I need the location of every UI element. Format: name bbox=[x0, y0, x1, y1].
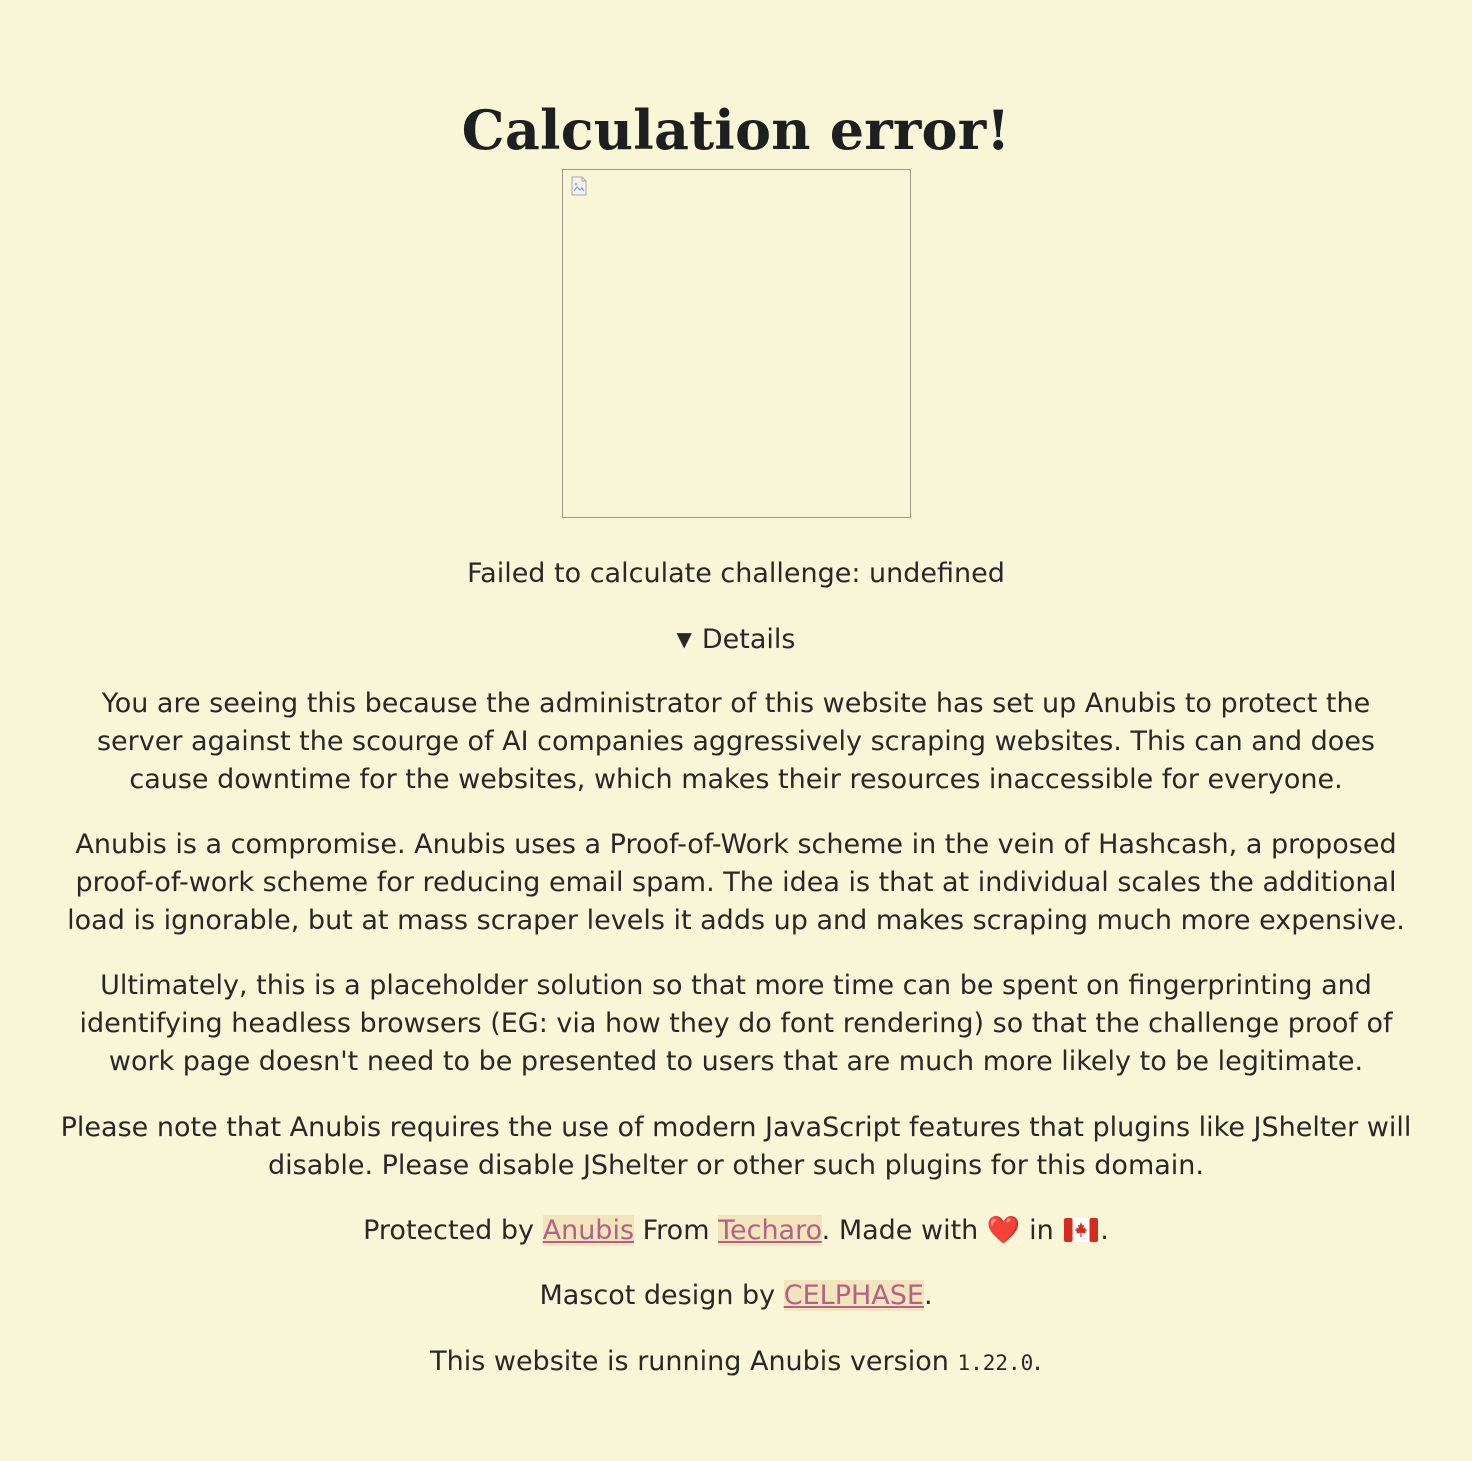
broken-image-icon bbox=[570, 176, 588, 196]
disclosure-triangle-icon: ▼ bbox=[676, 627, 692, 651]
version-line bbox=[60, 1343, 1412, 1382]
in-text: in bbox=[1020, 1215, 1063, 1246]
details-label: Details bbox=[701, 624, 796, 655]
mascot-credit-text: Mascot design by bbox=[539, 1280, 784, 1311]
details-paragraph-2: Anubis is a compromise. Anubis uses a Proof-of-Work scheme in the vein of Hashcash, a proposed proof-of-work scheme for reducing email spam. The idea is that at individual scales the additional load is ignorable, but at mass scraper levels it adds up and makes scraping much more expensive. bbox=[67, 829, 1405, 936]
version-end: . bbox=[1033, 1346, 1042, 1377]
mascot-credit bbox=[60, 1277, 1412, 1315]
version-text: This website is running Anubis version bbox=[430, 1346, 958, 1377]
canada-flag-icon bbox=[1064, 1218, 1098, 1242]
protected-by-text: Protected by bbox=[363, 1215, 543, 1246]
details-paragraph-1: You are seeing this because the administrator of this website has set up Anubis to protect the server against the scourge of AI companies aggressively scraping websites. This can and does cause downtime for the websites, which makes their resources inaccessible for everyone. bbox=[96, 688, 1376, 795]
version-number: 1.22.0 bbox=[957, 1351, 1034, 1375]
footer-credits bbox=[60, 1212, 1412, 1250]
status-message: Failed to calculate challenge: undefined bbox=[467, 558, 1005, 589]
details-paragraph-4: Please note that Anubis requires the use of modern JavaScript features that plugins like JShelter will disable. Please disable JShelter or other such plugins for this domain. bbox=[60, 1112, 1412, 1181]
made-with-text: . Made with bbox=[821, 1215, 987, 1246]
credits-end-period: . bbox=[1100, 1215, 1109, 1246]
details-toggle[interactable] bbox=[0, 620, 1472, 659]
techaro-link[interactable]: Techaro bbox=[718, 1215, 822, 1246]
anubis-link[interactable]: Anubis bbox=[542, 1215, 635, 1246]
mascot-image bbox=[562, 169, 911, 518]
celphase-link[interactable]: CELPHASE bbox=[783, 1280, 924, 1311]
page-title: Calculation error! bbox=[461, 98, 1011, 162]
from-text: From bbox=[634, 1215, 719, 1246]
heart-icon: ❤️ bbox=[986, 1215, 1021, 1246]
details-paragraph-3: Ultimately, this is a placeholder solution so that more time can be spent on fingerprinting and identifying headless browsers (EG: via how they do font rendering) so that the challenge proof of work page doesn't need to be presented to users that are much more likely to be legitimate. bbox=[79, 970, 1393, 1077]
mascot-credit-end: . bbox=[923, 1280, 933, 1311]
